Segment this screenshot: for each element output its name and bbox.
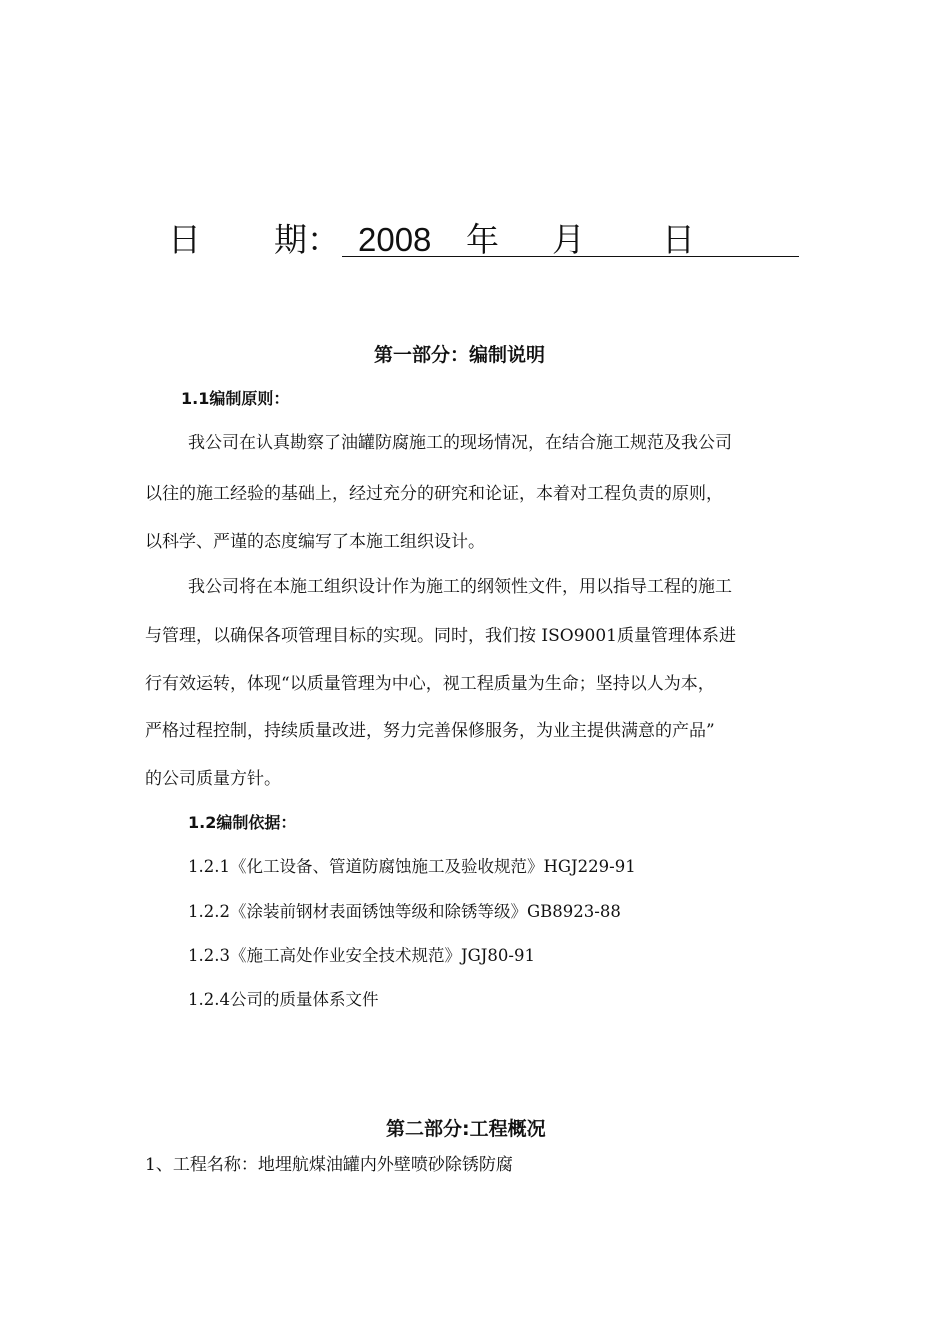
basis-item-3: 1.2.3《施工高处作业安全技术规范》JGJ80-91 [188, 946, 535, 965]
date-year-unit: 年 [466, 220, 499, 259]
para1-line-2: 以往的施工经验的基础上，经过充分的研究和论证，本着对工程负责的原则， [145, 484, 723, 504]
date-underline [342, 256, 799, 257]
part2-title: 第二部分:工程概况 [386, 1118, 546, 1140]
part2-item-1: 1、工程名称：地埋航煤油罐内外壁喷砂除锈防腐 [145, 1155, 513, 1175]
date-day-unit: 日 [662, 220, 695, 259]
para2-line-5: 的公司质量方针。 [145, 769, 281, 789]
date-month-unit: 月 [552, 220, 585, 259]
principles-heading: 1.1编制原则： [181, 389, 290, 408]
para2-line-3: 行有效运转，体现“以质量管理为中心，视工程质量为生命；坚持以人为本， [145, 674, 715, 694]
basis-item-4: 1.2.4公司的质量体系文件 [188, 990, 379, 1009]
part1-title: 第一部分：编制说明 [374, 344, 546, 366]
date-label-char-2: 期： [274, 220, 340, 259]
basis-heading: 1.2编制依据： [188, 813, 297, 832]
date-label-char-1: 日 [168, 220, 201, 259]
date-year: 2008 [358, 221, 432, 258]
para1-line-3: 以科学、严谨的态度编写了本施工组织设计。 [145, 532, 485, 552]
basis-item-2: 1.2.2《涂装前钢材表面锈蚀等级和除锈等级》GB8923-88 [188, 902, 621, 921]
para2-line-2: 与管理，以确保各项管理目标的实现。同时，我们按 ISO9001质量管理体系进 [145, 626, 736, 646]
para2-line-1: 我公司将在本施工组织设计作为施工的纲领性文件，用以指导工程的施工 [188, 577, 732, 597]
para2-line-4: 严格过程控制，持续质量改进，努力完善保修服务，为业主提供满意的产品” [145, 721, 715, 741]
para1-line-1: 我公司在认真勘察了油罐防腐施工的现场情况，在结合施工规范及我公司 [188, 433, 732, 453]
basis-item-1: 1.2.1《化工设备、管道防腐蚀施工及验收规范》HGJ229-91 [188, 857, 636, 876]
